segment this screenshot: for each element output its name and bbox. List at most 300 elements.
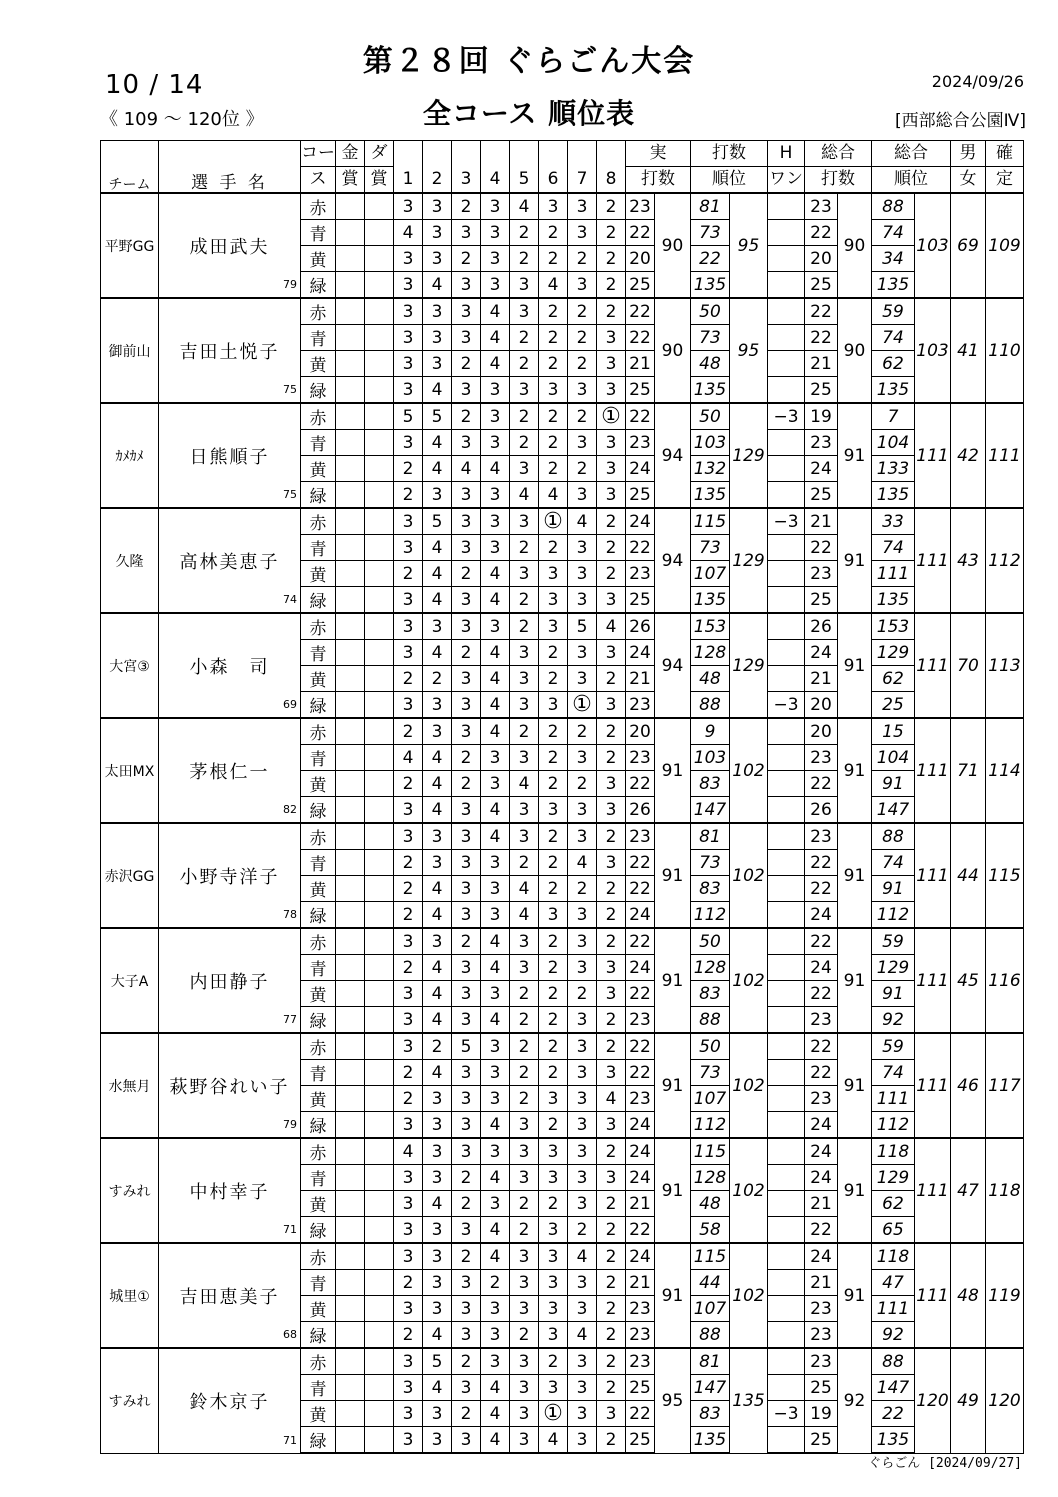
hole-score-value: 4: [489, 1219, 501, 1240]
hole-score-value: 3: [489, 1141, 501, 1162]
hole-score: [423, 640, 452, 666]
hole-score-value: 4: [605, 616, 617, 637]
hole-score: [568, 456, 597, 482]
course-name: 緑: [301, 1322, 336, 1349]
hole-score: [423, 718, 452, 745]
hole-score: [452, 1401, 481, 1427]
da-cell: [365, 298, 394, 325]
hole-in-one-bonus: [768, 613, 805, 640]
hole-score: [597, 1007, 626, 1034]
course-strokes: 21: [626, 1270, 655, 1296]
hole-score-value: 5: [576, 616, 588, 637]
hole-score-value: 3: [489, 406, 501, 427]
hole-score-value: 3: [576, 1141, 588, 1162]
hole-score-value: 2: [576, 878, 588, 899]
hole-score: [452, 508, 481, 535]
hole-score: [452, 1348, 481, 1375]
gold-cell: [336, 850, 365, 876]
header-row-1: [101, 141, 1024, 167]
hole-score-value: 4: [489, 957, 501, 978]
actual-strokes: 91: [655, 823, 691, 928]
hole-in-one-bonus: [768, 1322, 805, 1349]
course-total: 20: [805, 246, 838, 272]
hole-score: [452, 613, 481, 640]
da-cell: [365, 771, 394, 797]
course-total: 25: [805, 1427, 838, 1454]
course-rank: 44: [691, 1270, 730, 1296]
hole-score: [597, 1270, 626, 1296]
da-cell: [365, 928, 394, 955]
course-total: 25: [805, 377, 838, 404]
header-row-2: ス 賞 賞 1 2 3 4 5 6 7 8 打数 順位 ワン 打数 順位 女 定: [101, 167, 1024, 194]
player-age: 71: [283, 1433, 297, 1447]
total-rank: 103: [915, 298, 951, 403]
hole-in-one-bonus: [768, 666, 805, 692]
hole-in-one-bonus: [768, 325, 805, 351]
gender-rank: 46: [951, 1033, 986, 1138]
hole-score-value: 3: [518, 1246, 530, 1267]
hole-score-value: 3: [518, 1141, 530, 1162]
da-cell: [365, 1191, 394, 1217]
da-cell: [365, 745, 394, 771]
event-date: 2024/09/26: [931, 72, 1024, 91]
player-name: 小野寺洋子: [179, 866, 280, 888]
hole-score-value: 2: [605, 196, 617, 217]
page-number: 10 / 14: [105, 70, 204, 100]
hole-score: [539, 298, 568, 325]
hole-score: [597, 745, 626, 771]
hole-score-value: 3: [460, 668, 472, 689]
hole-score-value: 2: [518, 537, 530, 558]
course-total-rank: 133: [872, 456, 915, 482]
hole-in-one-bonus: [768, 456, 805, 482]
hole-score-value: 2: [576, 983, 588, 1004]
hole-score-value: 3: [518, 1429, 530, 1450]
hole-score: [394, 508, 423, 535]
course-total: 26: [805, 797, 838, 824]
hole-score-value: 2: [460, 931, 472, 952]
hole-score-value: 2: [547, 1036, 559, 1057]
hone-header: H: [768, 141, 805, 167]
hole-score-value: 2: [431, 668, 443, 689]
hole-score-value: 3: [547, 563, 559, 584]
course-total: 22: [805, 220, 838, 246]
hole-score: [597, 220, 626, 246]
gold-cell: [336, 1375, 365, 1401]
hole-score-value: 2: [402, 1088, 414, 1109]
hole-in-one-bonus: [768, 876, 805, 902]
course-total-rank: 111: [872, 1086, 915, 1112]
hole-score: [597, 1138, 626, 1165]
hole-score: [452, 1322, 481, 1349]
actual-strokes: 91: [655, 1138, 691, 1243]
course-strokes: 22: [626, 928, 655, 955]
hole-score-value: 2: [605, 1193, 617, 1214]
hole-score-value: 3: [576, 957, 588, 978]
course-strokes: 22: [626, 850, 655, 876]
hole-score-value: 3: [402, 1167, 414, 1188]
hole-score-value: 2: [518, 589, 530, 610]
hole-score: [597, 298, 626, 325]
course-rank: 48: [691, 1191, 730, 1217]
da-cell: [365, 193, 394, 220]
hole-score-value: 3: [547, 1246, 559, 1267]
hole-score: [510, 640, 539, 666]
hole-score: [394, 1060, 423, 1086]
hole-score-value: 2: [431, 1036, 443, 1057]
hole-score-value: 2: [547, 327, 559, 348]
hole-score-value: 4: [518, 878, 530, 899]
hole-score: [539, 482, 568, 509]
hole-score: [481, 430, 510, 456]
gold-cell: [336, 325, 365, 351]
hole-score-value: 3: [489, 274, 501, 295]
player-name: 吉田土悦子: [179, 341, 280, 363]
total-rank: 111: [915, 718, 951, 823]
course-total: 23: [805, 1007, 838, 1034]
hole-score-value: 2: [402, 957, 414, 978]
hole-score: [423, 1243, 452, 1270]
course-strokes: 23: [626, 193, 655, 220]
hole-score: [597, 193, 626, 220]
hole-score: [423, 1086, 452, 1112]
hole-score-value: 4: [431, 799, 443, 820]
hole-score: [452, 325, 481, 351]
hole-score: [394, 587, 423, 614]
hole-score-value: 2: [402, 484, 414, 505]
total-strokes: 90: [838, 298, 872, 403]
hole-score: [510, 1165, 539, 1191]
hole-score: [423, 876, 452, 902]
course-rank: 88: [691, 1007, 730, 1034]
hole-score-value: 4: [431, 589, 443, 610]
hole-score: [597, 692, 626, 719]
hole-in-one-bonus: −3: [768, 403, 805, 430]
hole-score-value: 3: [489, 222, 501, 243]
hole-score-value: 2: [547, 1193, 559, 1214]
hole-score: [539, 1060, 568, 1086]
course-rank: 48: [691, 351, 730, 377]
da-cell: [365, 430, 394, 456]
hole-score: [510, 561, 539, 587]
course-total: 22: [805, 850, 838, 876]
final-rank: 120: [986, 1348, 1024, 1453]
da-cell: [365, 1060, 394, 1086]
hole-score: [481, 771, 510, 797]
hole-score-value: 2: [547, 852, 559, 873]
hole-score-value: 3: [605, 852, 617, 873]
hole-score: [481, 797, 510, 824]
hole-score: [539, 325, 568, 351]
hole-score: [510, 1375, 539, 1401]
hole-score-value: 5: [431, 406, 443, 427]
hole-score: [568, 876, 597, 902]
gold-cell: [336, 1060, 365, 1086]
hole-score-value: 3: [605, 983, 617, 1004]
hole-score: [568, 1401, 597, 1427]
hole-score-value: 3: [518, 563, 530, 584]
hole-score: [394, 377, 423, 404]
hole-score: [481, 456, 510, 482]
course-total-rank: 135: [872, 377, 915, 404]
hole-score-value: 4: [431, 1193, 443, 1214]
course-name: 青: [301, 1375, 336, 1401]
hole-score-value: 4: [489, 668, 501, 689]
hole-score: [597, 955, 626, 981]
total-strokes: 91: [838, 403, 872, 508]
hole-score: [452, 403, 481, 430]
course-total-rank: 62: [872, 1191, 915, 1217]
player-name: 高林美恵子: [179, 551, 280, 573]
course-rank: 73: [691, 325, 730, 351]
hole-score: [597, 535, 626, 561]
total-strokes: 90: [838, 193, 872, 298]
hole-score: [481, 955, 510, 981]
hole-score: [394, 797, 423, 824]
da-cell: [365, 220, 394, 246]
da-cell: [365, 666, 394, 692]
hole-score-value: 2: [402, 904, 414, 925]
da-cell: [365, 1427, 394, 1454]
hole-score-value: 3: [489, 1298, 501, 1319]
course-total: 22: [805, 981, 838, 1007]
hole-in-one-bonus: [768, 1191, 805, 1217]
hole-score-value: 3: [518, 668, 530, 689]
hole-score-value: 2: [605, 222, 617, 243]
hole-score: [423, 981, 452, 1007]
da-cell: [365, 1112, 394, 1139]
course-total: 24: [805, 902, 838, 929]
gold-cell: [336, 587, 365, 614]
player-name: 成田武夫: [189, 236, 270, 258]
team-name: 大宮③: [101, 613, 159, 718]
hole-score: [510, 1086, 539, 1112]
hole-score: [510, 1217, 539, 1244]
course-total-rank: 112: [872, 1112, 915, 1139]
hole-score-value: 3: [576, 1009, 588, 1030]
hole-score: [510, 1348, 539, 1375]
hole-score-value: 3: [576, 642, 588, 663]
hole-score: [481, 1401, 510, 1427]
hole-7-header: 7: [568, 167, 597, 194]
hole-score-value: 5: [402, 406, 414, 427]
hole-score-value: 4: [489, 694, 501, 715]
hole-score-value: 3: [576, 1403, 588, 1424]
hole-score: [394, 430, 423, 456]
course-total-rank: 129: [872, 955, 915, 981]
course-name: 緑: [301, 1112, 336, 1139]
hole-1-header: 1: [394, 167, 423, 194]
team-name: 水無月: [101, 1033, 159, 1138]
final-rank: 112: [986, 508, 1024, 613]
total-strokes-header: 総合: [805, 141, 872, 167]
hole-score-value: 3: [576, 1193, 588, 1214]
hole-score: [510, 1033, 539, 1060]
hole-in-one-bonus: [768, 220, 805, 246]
hole-score-value: 2: [402, 773, 414, 794]
total-rank: 111: [915, 1243, 951, 1348]
course-strokes: 20: [626, 246, 655, 272]
hole-in-one-bonus: [768, 272, 805, 299]
hole-score: [539, 692, 568, 719]
hole-score-value: 3: [547, 1088, 559, 1109]
hole-score-value: 3: [518, 1351, 530, 1372]
hole-score: [452, 928, 481, 955]
hole-score-value: 3: [431, 301, 443, 322]
course-strokes: 23: [626, 1348, 655, 1375]
gender-rank: 48: [951, 1243, 986, 1348]
course-strokes: 24: [626, 1243, 655, 1270]
hole-score: [481, 1296, 510, 1322]
da-cell: [365, 1033, 394, 1060]
hole-score: [568, 246, 597, 272]
gold-cell: [336, 430, 365, 456]
hole-score: [597, 850, 626, 876]
hole-in-one-bonus: [768, 1348, 805, 1375]
hole-score-value: 3: [576, 931, 588, 952]
total-strokes: 91: [838, 613, 872, 718]
hole-score-value: 3: [460, 1219, 472, 1240]
hole-score-value: 3: [431, 222, 443, 243]
hole-score-value: 3: [402, 799, 414, 820]
course-name: 青: [301, 535, 336, 561]
gold-cell: [336, 535, 365, 561]
hole-score: [510, 955, 539, 981]
hole-score-value: 3: [576, 484, 588, 505]
course-total: 22: [805, 298, 838, 325]
course-total-rank: 111: [872, 561, 915, 587]
hole-score-value: 2: [547, 1351, 559, 1372]
hole-score: [481, 1007, 510, 1034]
course-name: 緑: [301, 587, 336, 614]
player-name: 日熊順子: [189, 446, 270, 468]
hole-score-value: 2: [460, 1193, 472, 1214]
hole-score-value: 4: [402, 1141, 414, 1162]
course-name: 緑: [301, 482, 336, 509]
course-strokes: 22: [626, 1060, 655, 1086]
hole-score-value: 2: [576, 458, 588, 479]
hole-score: [597, 508, 626, 535]
hole-score: [568, 1217, 597, 1244]
hole-score-value: 4: [431, 1009, 443, 1030]
hole-score-value: 2: [547, 957, 559, 978]
course-strokes: 20: [626, 718, 655, 745]
final-rank: 117: [986, 1033, 1024, 1138]
total-rank: 111: [915, 823, 951, 928]
da-cell: [365, 561, 394, 587]
course-rank: 153: [691, 613, 730, 640]
strokes-rank: 95: [730, 193, 768, 298]
course-rank: 112: [691, 902, 730, 929]
course-strokes: 22: [626, 1033, 655, 1060]
total-rank: 111: [915, 613, 951, 718]
hole-score: [452, 1217, 481, 1244]
course-rank: 81: [691, 1348, 730, 1375]
hole-score: [394, 482, 423, 509]
hole-score-value: 3: [402, 1246, 414, 1267]
hole-score: [394, 640, 423, 666]
hole-score-value: 4: [576, 1246, 588, 1267]
hole-score-value: 2: [460, 406, 472, 427]
hole-in-one-bonus: [768, 298, 805, 325]
hole-score: [481, 1165, 510, 1191]
results-table: [100, 140, 1024, 1454]
hole-score-value: 3: [605, 1062, 617, 1083]
course-total-rank: 91: [872, 981, 915, 1007]
course-total: 24: [805, 1138, 838, 1165]
hole-score-value: 2: [518, 721, 530, 742]
hole-score: [597, 272, 626, 299]
hole-score-value: 3: [402, 353, 414, 374]
hole-score-value: 3: [489, 511, 501, 532]
hole-score-value: 2: [547, 642, 559, 663]
gold-cell: [336, 666, 365, 692]
hole-score-value: 2: [518, 222, 530, 243]
hole-score-value: 5: [431, 1351, 443, 1372]
player-age: 77: [283, 1013, 297, 1026]
course-total: 23: [805, 561, 838, 587]
hole-score-value: 2: [576, 248, 588, 269]
hole-score: [510, 587, 539, 614]
hole-in-one-bonus: [768, 246, 805, 272]
da-cell: [365, 1165, 394, 1191]
hole-score: [394, 561, 423, 587]
hole-score: [452, 981, 481, 1007]
hole-score-value: 3: [576, 1272, 588, 1293]
hole-score: [597, 1086, 626, 1112]
hole-score-value: 3: [431, 721, 443, 742]
hole-score: [510, 666, 539, 692]
hole-score: [394, 955, 423, 981]
course-total-rank: 88: [872, 1348, 915, 1375]
hole-score-value: 4: [431, 379, 443, 400]
hole-score: [539, 1191, 568, 1217]
hole-score: [481, 850, 510, 876]
total-rank: 111: [915, 1033, 951, 1138]
hole-score-value: 2: [518, 1193, 530, 1214]
hole-score-value: 4: [518, 484, 530, 505]
course-total: 21: [805, 1270, 838, 1296]
hole-score-value: 2: [547, 537, 559, 558]
hole-score-value: 3: [489, 1351, 501, 1372]
hole-score: [539, 1296, 568, 1322]
course-rank: 83: [691, 1401, 730, 1427]
hole-score: [423, 1112, 452, 1139]
hole-in-one-bonus: −3: [768, 1401, 805, 1427]
hole-score: [597, 587, 626, 614]
hole-score: [481, 666, 510, 692]
hole-score-value: 2: [605, 904, 617, 925]
hole-score-value: 2: [460, 1246, 472, 1267]
course-rank: 115: [691, 508, 730, 535]
hole-score-value: 2: [518, 1324, 530, 1345]
hole-score-value: 4: [489, 642, 501, 663]
da-cell: [365, 1296, 394, 1322]
course-total-rank: 135: [872, 482, 915, 509]
hole-score: [452, 1165, 481, 1191]
course-total: 23: [805, 1296, 838, 1322]
hole-score: [510, 692, 539, 719]
hole-score: [568, 1270, 597, 1296]
final-rank: 110: [986, 298, 1024, 403]
hole-score: [481, 640, 510, 666]
gold-cell: [336, 508, 365, 535]
course-name: 黄: [301, 1401, 336, 1427]
hole-score: [539, 351, 568, 377]
strokes-rank: 102: [730, 928, 768, 1033]
hole-score: [568, 220, 597, 246]
hole-score-value: 4: [576, 511, 588, 532]
